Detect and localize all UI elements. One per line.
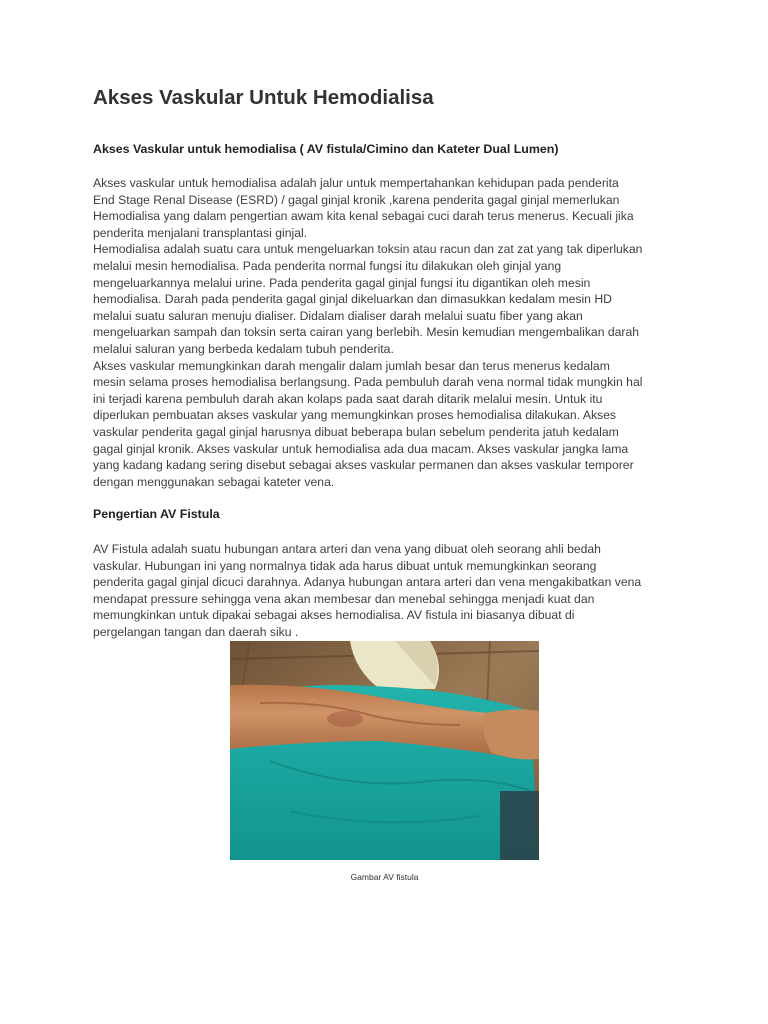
section-body-pengertian-av-fistula: [93, 541, 641, 641]
text-line: hemodialisa. Darah pada penderita gagal ginjal dikeluarkan dan dimasukkan kedalam mesin HD: [93, 292, 612, 307]
text-line: vaskular penderita gagal ginjal harusnya dibuat beberapa bulan sebelum penderita jatuh kedalam: [93, 424, 619, 439]
text-line: pergelangan tangan dan daerah siku .: [93, 624, 299, 639]
text-line: gagal ginjal kronik. Akses vaskular untuk hemodialisa ada dua macam. Akses vaskular jangka lama: [93, 441, 629, 456]
text-line: Hemodialisa adalah suatu cara untuk mengeluarkan toksin atau racun dan zat zat yang tak diperlukan: [93, 242, 643, 257]
text-line: Hemodialisa yang dalam pengertian awam kita kenal sebagai cuci darah terus menerus. Kecuali jika: [93, 209, 634, 224]
text-line: diperlukan pembuatan akses vaskular yang memungkinkan proses hemodialisa dilakukan. Akses: [93, 408, 617, 423]
text-line: mesin selama proses hemodialisa berlangsung. Pada pembuluh darah vena normal tidak mungkin hal: [93, 375, 643, 390]
page-title: Akses Vaskular Untuk Hemodialisa: [93, 86, 434, 109]
text-line: ini terjadi karena pembuluh darah akan kolaps pada saat darah ditarik melalui mesin. Untuk itu: [93, 391, 603, 406]
text-line: penderita menjalani transplantasi ginjal.: [93, 225, 308, 240]
text-line: vaskular. Hubungan ini yang normalnya tidak ada harus dibuat untuk memungkinkan seorang: [93, 558, 597, 573]
text-line: melalui suatu saluran menuju dialiser. Didalam dialiser darah melalui suatu fiber yang akan: [93, 308, 583, 323]
text-line: dengan menggunakan sebagai kateter vena.: [93, 474, 335, 489]
figure-caption: Gambar AV fistula: [350, 872, 419, 882]
text-line: mengeluarkannya melalui urine. Pada penderita gagal ginjal fungsi itu digantikan oleh mesin: [93, 275, 591, 290]
text-line: memungkinkan untuk dipakai sebagai akses hemodialisa. AV fistula ini biasanya dibuat di: [93, 608, 575, 623]
text-line: AV Fistula adalah suatu hubungan antara arteri dan vena yang dibuat oleh seorang ahli bedah: [93, 542, 601, 556]
text-line: yang kadang kadang sering disebut sebagai akses vaskular permanen dan akses vaskular temporer: [93, 458, 634, 473]
text-line: melalui mesin hemodialisa. Pada penderita normal fungsi itu dilakukan oleh ginjal yang: [93, 258, 562, 273]
text-line: End Stage Renal Disease (ESRD) / gagal ginjal kronik ,karena penderita gagal ginjal memerlukan: [93, 192, 620, 207]
text-line: Akses vaskular memungkinkan darah mengalir dalam jumlah besar dan terus menerus kedalam: [93, 358, 610, 373]
section-heading-akses-vaskular: Akses Vaskular untuk hemodialisa ( AV fistula/Cimino dan Kateter Dual Lumen): [93, 142, 559, 156]
av-fistula-photo: [230, 641, 539, 860]
text-line: penderita gagal ginjal dicuci darahnya. Adanya hubungan antara arteri dan vena mengakibatkan vena: [93, 575, 642, 590]
section-body-akses-vaskular: [93, 175, 642, 490]
text-line: mendapat pressure sehingga vena akan membesar dan menebal sehingga menjadi kuat dan: [93, 591, 595, 606]
text-line: Akses vaskular untuk hemodialisa adalah jalur untuk mempertahankan kehidupan pada penderita: [93, 176, 619, 190]
section-heading-pengertian-av-fistula: Pengertian AV Fistula: [93, 507, 220, 521]
text-line: mengeluarkan sampah dan toksin serta cairan yang berlebih. Mesin kemudian mengembalikan darah: [93, 325, 640, 340]
text-line: melalui saluran yang berbeda kedalam tubuh penderita.: [93, 341, 394, 356]
